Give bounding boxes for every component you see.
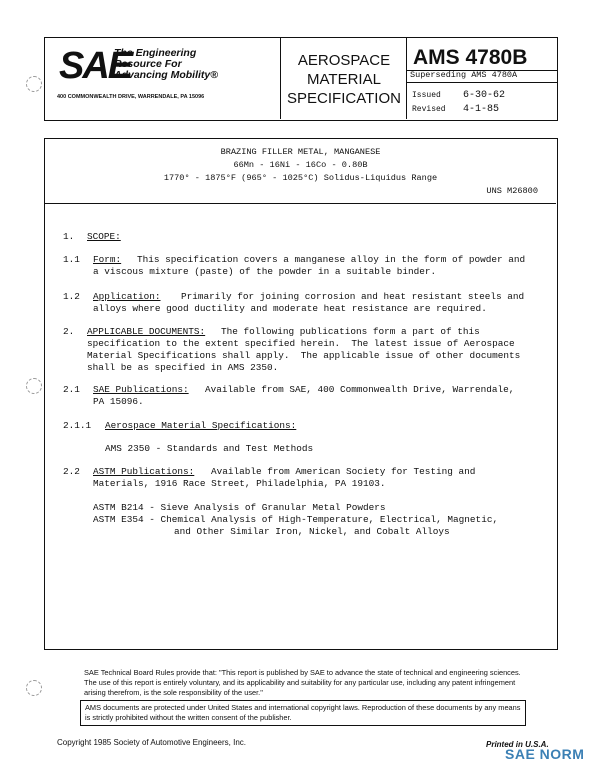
punch-hole-bottom (26, 680, 42, 696)
paragraph-line: specification to the extent specified herein. The latest issue of Aerospace (87, 338, 515, 349)
section-number: 1.2 (63, 291, 80, 302)
section-heading: SCOPE: (87, 231, 121, 242)
superseding-note: Superseding AMS 4780A (410, 70, 518, 80)
section-number: 2.2 (63, 466, 80, 477)
board-rules-notice: SAE Technical Board Rules provide that: "This report is published by SAE to advance the state of technical and engineering sciences. The use of this report is entirely voluntary, and its applicability and suitability for any particular use, including any patent infringement arising therefrom, is the sole responsibility of the user." (84, 668, 521, 697)
reference-item: ASTM B214 - Sieve Analysis of Granular Metal Powders (93, 502, 386, 513)
title-line-3: SPECIFICATION (287, 90, 401, 107)
section-heading: Application: (93, 291, 161, 302)
paragraph-line: Primarily for joining corrosion and heat resistant steels and (181, 291, 525, 302)
paragraph-line: PA 15096. (93, 396, 144, 407)
section-number: 2.1 (63, 384, 80, 395)
section-heading: Aerospace Material Specifications: (105, 420, 297, 431)
spec-title: BRAZING FILLER METAL, MANGANESE (220, 147, 381, 157)
reference-item: AMS 2350 - Standards and Test Methods (105, 443, 314, 454)
uns-number: UNS M26800 (486, 186, 538, 196)
document-type (281, 38, 407, 119)
sae-norm-watermark: SAE NORM (505, 746, 585, 762)
tagline-line-2: Resource For (114, 58, 182, 70)
spec-body (44, 138, 558, 650)
issued-date: 6-30-62 (463, 90, 506, 101)
punch-hole-middle (26, 378, 42, 394)
paragraph-line: The following publications form a part of this (221, 326, 480, 337)
sae-logo-block (45, 38, 281, 119)
sae-tagline (114, 48, 218, 81)
paragraph-line: Material Specifications shall apply. The applicable issue of other documents (87, 350, 521, 361)
paragraph-line: Available from American Society for Testing and (211, 466, 476, 477)
section-number: 2.1.1 (63, 420, 92, 431)
copyright-line: Copyright 1985 Society of Automotive Engineers, Inc. (57, 738, 246, 747)
title-line-1: AEROSPACE (297, 52, 391, 69)
punch-hole-top (26, 76, 42, 92)
section-heading: Form: (93, 254, 122, 265)
spec-title-block (45, 139, 556, 204)
section-number: 1.1 (63, 254, 80, 265)
title-line-2: MATERIAL (307, 71, 381, 88)
paragraph-line: a viscous mixture (paste) of the powder in a suitable binder. (93, 266, 437, 277)
sae-logo: SAE (59, 45, 132, 87)
paragraph-line: alloys where good ductility and moderate heat resistance are required. (93, 303, 487, 314)
ams-number: AMS 4780B (413, 46, 528, 69)
copyright-notice: AMS documents are protected under United States and international copyright laws. Reproduction of these documents by any means is strictly prohibited without the written consent of the publisher. (80, 700, 526, 726)
section-heading: ASTM Publications: (93, 466, 195, 477)
section-heading: SAE Publications: (93, 384, 189, 395)
paragraph-line: Available from SAE, 400 Commonwealth Drive, Warrendale, (205, 384, 515, 395)
sae-address: 400 COMMONWEALTH DRIVE, WARRENDALE, PA 15096 (57, 94, 205, 100)
revised-date: 4-1-85 (463, 104, 500, 115)
paragraph-line: Materials, 1916 Race Street, Philadelphia, PA 19103. (93, 478, 386, 489)
tagline-line-1: The Engineering (114, 47, 197, 59)
spec-header (44, 37, 558, 121)
issued-label: Issued (412, 91, 441, 100)
tagline-line-3: Advancing Mobility® (114, 69, 218, 81)
spec-composition: 66Mn - 16Ni - 16Co - 0.80B (233, 160, 368, 170)
divider (407, 82, 557, 83)
paragraph-line: This specification covers a manganese alloy in the form of powder and (137, 254, 526, 265)
paragraph-line: shall be as specified in AMS 2350. (87, 362, 279, 373)
section-heading: APPLICABLE DOCUMENTS: (87, 326, 206, 337)
section-number: 1. (63, 231, 75, 242)
ams-info (407, 38, 557, 119)
reference-item: and Other Similar Iron, Nickel, and Cobalt Alloys (174, 526, 450, 537)
printed-in: Printed in U.S.A. (486, 740, 549, 749)
revised-label: Revised (412, 105, 446, 114)
reference-item: ASTM E354 - Chemical Analysis of High-Temperature, Electrical, Magnetic, (93, 514, 499, 525)
section-number: 2. (63, 326, 75, 337)
spec-range: 1770° - 1875°F (965° - 1025°C) Solidus-Liquidus Range (163, 173, 438, 183)
